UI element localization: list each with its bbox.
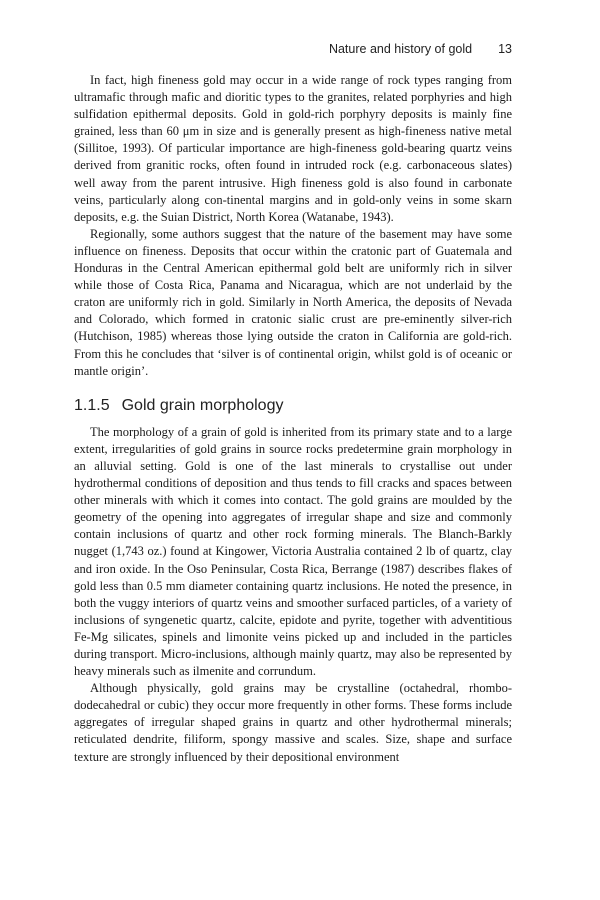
section-number: 1.1.5 — [74, 396, 110, 414]
section-title: Gold grain morphology — [121, 396, 284, 414]
section-heading — [74, 397, 512, 414]
paragraph-grain-morphology: The morphology of a grain of gold is inherited from its primary state and to a large extent, irregularities of gold grains in source rocks predetermine grain morphology in an alluvial setting. Gold is one of the last minerals to crystallise out under hydrothermal conditions of deposition and thus tends to fill cracks and spaces between other minerals with which it comes into contact. The gold grains are moulded by the geometry of the opening into aggregates of irregular shape and size and commonly contain inclusions of quartz and other rock forming minerals. The Blanch-Barkly nugget (1,743 oz.) found at Kingower, Victoria Australia contained 2 lb of quartz, clay and iron oxide. In the Oso Peninsular, Costa Rica, Berrange (1987) describes flakes of gold less than 0.5 mm diameter containing quartz inclusions. He noted the presence, in both the vuggy interiors of quartz veins and smoother surfaced particles, of a variety of inclusions of syngenetic quartz, calcite, epidote and pyrite, together with adventitious Fe-Mg silicates, spinels and limonite veins picked up and included in the particles during transport. Micro-inclusions, although mainly quartz, may also be represented by heavy minerals such as ilmenite and corrundum. — [74, 424, 512, 679]
body-text — [74, 72, 512, 766]
paragraph-high-fineness-gold: In fact, high fineness gold may occur in a wide range of rock types ranging from ultramafic through mafic and dioritic types to the granites, related porphyries and high sulfidation epithermal deposits. Gold in gold-rich porphyry deposits is mainly fine grained, less than 60 μm in size and is generally present as high-fineness native metal (Sillitoe, 1993). Of particular importance are high-fineness gold-bearing quartz veins derived from granitic rocks, often found in intruded rock (e.g. carbonaceous slates) well away from the parent intrusive. High fineness gold is also found in carbonate veins, particularly along con-tinental margins and in gold-only veins in some skarn deposits, e.g. the Suian District, North Korea (Watanabe, 1943). — [74, 73, 512, 224]
book-page — [74, 0, 512, 900]
page-number: 13 — [498, 42, 512, 56]
running-head — [74, 42, 512, 56]
paragraph-regional-basement: Regionally, some authors suggest that the nature of the basement may have some influence on fineness. Deposits that occur within the cratonic part of Guatemala and Honduras in the Central American epithermal gold belt are uniformly rich in silver while those of Costa Rica, Panama and Nicaragua, which are not underlaid by the craton are uniformly rich in gold. Similarly in North America, the deposits of Nevada and Colorado, which formed in cratonic sialic crust are pre-eminently silver-rich (Hutchison, 1985) whereas those lying outside the craton in California are gold-rich. From this he concludes that ‘silver is of continental origin, whilst gold is of oceanic or mantle origin’. — [74, 226, 512, 378]
paragraph-grain-forms: Although physically, gold grains may be crystalline (octahedral, rhombo-dodecahedral or cubic) they occur more frequently in other forms. These forms include aggregates of irregular shaped grains in quartz and other hydrothermal minerals; reticulated dendrite, filiform, spongy massive and scales. Size, shape and surface texture are strongly influenced by their depositional environment — [74, 681, 512, 764]
running-title: Nature and history of gold — [328, 42, 473, 56]
